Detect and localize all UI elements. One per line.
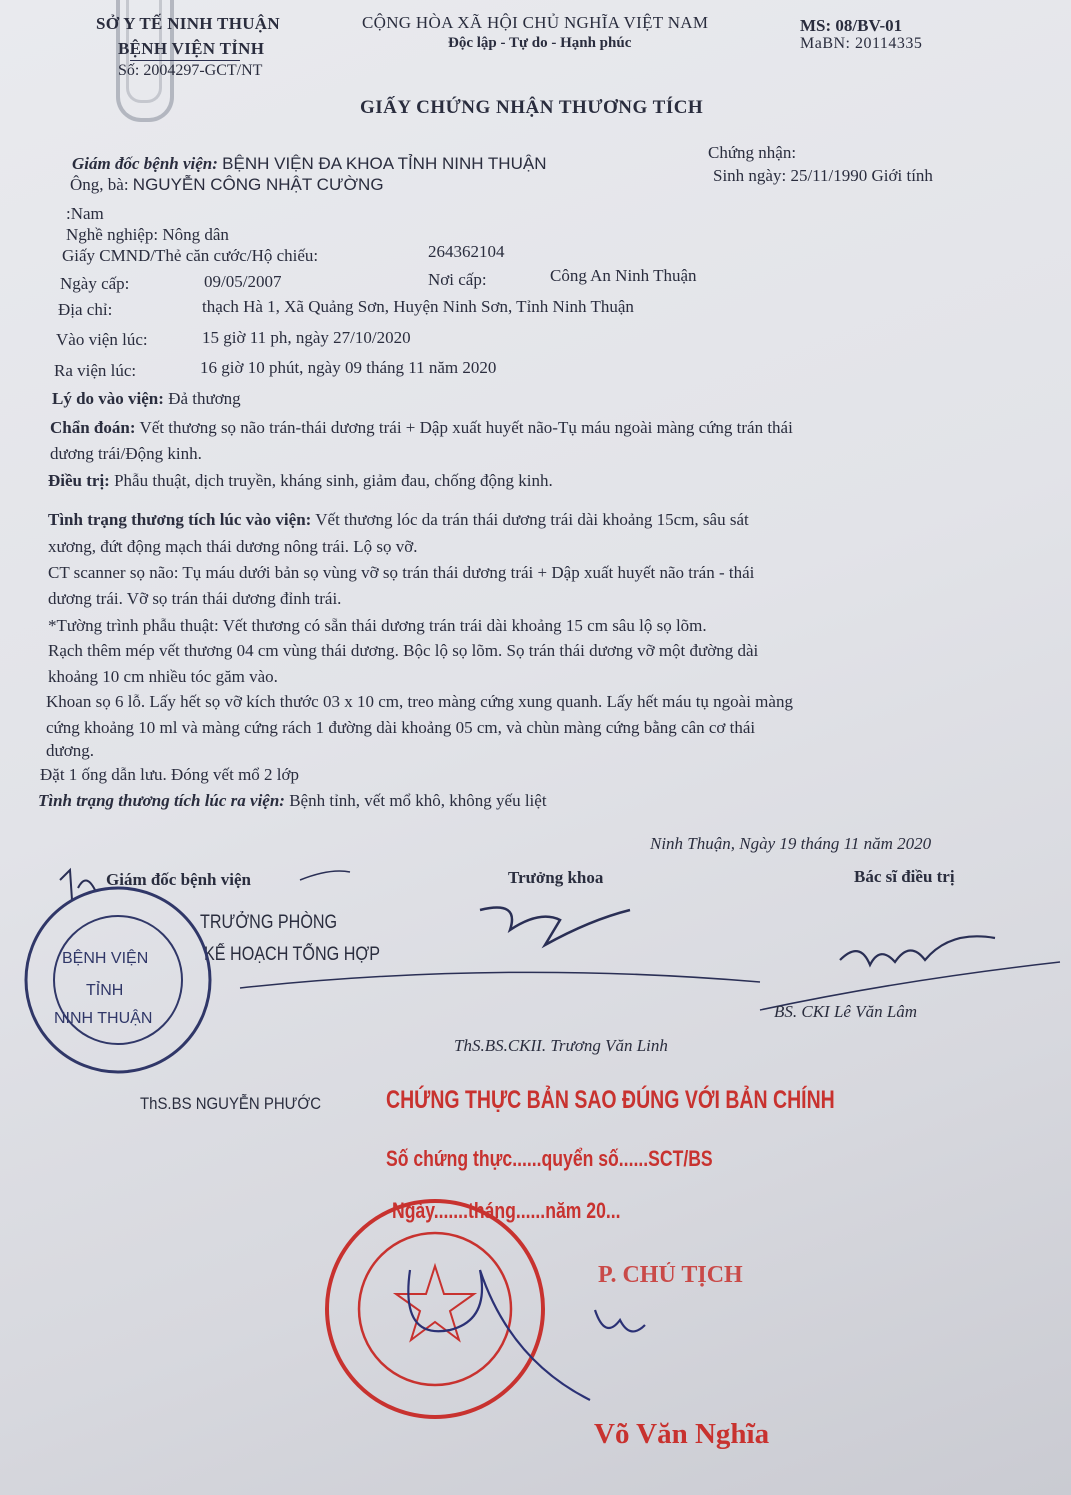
name-value: NGUYỄN CÔNG NHẬT CƯỜNG <box>132 175 384 194</box>
issue-place-label: Nơi cấp: <box>428 270 487 289</box>
diag-row <box>50 418 793 438</box>
director-label: Giám đốc bệnh viện: <box>72 154 218 173</box>
cert-signature <box>390 1250 690 1410</box>
diag-line1: Vết thương sọ não trán-thái dương trái + Dập xuất huyết não-Tụ máu ngoài màng cứng trán thái <box>139 418 793 437</box>
name-label: Ông, bà: <box>70 175 129 194</box>
inj-line2: xương, đứt động mạch thái dương nông trái. Lộ sọ vỡ. <box>48 537 418 556</box>
stamp-line-3: NINH THUẬN <box>54 1010 153 1027</box>
header-dept: SỞ Y TẾ NINH THUẬN <box>96 14 280 33</box>
surg-line7: Đặt 1 ống dẫn lưu. Đóng vết mổ 2 lớp <box>40 765 300 784</box>
director-name: ThS.BS NGUYỄN PHƯỚC <box>140 1094 322 1113</box>
header-patient-code: MaBN: 20114335 <box>800 35 923 52</box>
footer-date: Ninh Thuận, Ngày 19 tháng 11 năm 2020 <box>650 834 932 853</box>
issue-date-value: 09/05/2007 <box>204 272 282 291</box>
surg-line2: Rạch thêm mép vết thương 04 cm vùng thái dương. Bộc lộ sọ lõm. Sọ trán thái dương vỡ một đường dài <box>48 641 759 660</box>
header-hospital: BỆNH VIỆN TỈNH <box>118 39 265 58</box>
director-row <box>72 154 546 174</box>
certify-label: Chứng nhận: <box>708 143 797 162</box>
inj-label: Tình trạng thương tích lúc vào viện: <box>48 510 312 529</box>
surg-line1: *Tường trình phẫu thuật: Vết thương có sẵn thái dương trán trái dài khoảng 15 cm sâu lộ sọ lõm. <box>48 616 707 635</box>
out-label: Tình trạng thương tích lúc ra viện: <box>38 791 285 810</box>
issue-date-label: Ngày cấp: <box>60 274 130 293</box>
header-form-code: MS: 08/BV-01 <box>800 16 903 35</box>
surg-line4: Khoan sọ 6 lỗ. Lấy hết sọ vỡ kích thước 03 x 10 cm, treo màng cứng xung quanh. Lấy hết máu tụ ngoài màng <box>46 692 793 711</box>
diag-line2: dương trái/Động kinh. <box>50 444 202 463</box>
hospital-stamp-seal <box>18 880 218 1080</box>
stamp-line-2: TỈNH <box>86 982 124 999</box>
header-motto: Độc lập - Tự do - Hạnh phúc <box>448 35 632 51</box>
footer-director: Giám đốc bệnh viện <box>106 870 251 889</box>
surg-line5: cứng khoảng 10 ml và màng cứng rách 1 đường dài khoảng 05 cm, và chùn màng cứng bằng cân cơ thái <box>46 718 756 737</box>
treat-row <box>48 471 553 491</box>
diag-label: Chẩn đoán: <box>50 418 136 437</box>
header-republic: CỘNG HÒA XÃ HỘI CHỦ NGHĨA VIỆT NAM <box>362 13 709 32</box>
inj-row <box>48 510 749 530</box>
cert-number: Số chứng thực......quyển số......SCT/BS <box>386 1146 713 1171</box>
cert-date: Ngày.......tháng......năm 20... <box>392 1198 621 1223</box>
job: Nghề nghiệp: Nông dân <box>66 225 229 244</box>
room-head-1: TRƯỞNG PHÒNG <box>200 912 338 933</box>
surg-line3: khoảng 10 cm nhiều tóc găm vào. <box>48 667 278 686</box>
issue-place-value: Công An Ninh Thuận <box>550 266 697 285</box>
gender: :Nam <box>66 204 104 223</box>
admit-value: 15 giờ 11 ph, ngày 27/10/2020 <box>202 328 411 347</box>
reason-row <box>52 389 241 409</box>
id-label: Giấy CMND/Thẻ căn cước/Hộ chiếu: <box>62 246 319 265</box>
surg-line6: dương. <box>46 741 94 760</box>
admit-label: Vào viện lúc: <box>56 330 148 349</box>
footer-head-dept: Trưởng khoa <box>508 868 604 887</box>
discharge-label: Ra viện lúc: <box>54 361 137 380</box>
cert-signer: Võ Văn Nghĩa <box>594 1418 770 1450</box>
reason-value: Đả thương <box>168 389 241 408</box>
room-head-2: KẾ HOẠCH TỔNG HỢP <box>204 944 380 965</box>
header-doc-no: Số: 2004297-GCT/NT <box>118 62 263 79</box>
ct-line2: dương trái. Vỡ sọ trán thái dương đỉnh trái. <box>48 589 342 608</box>
inj-line1: Vết thương lóc da trán thái dương trái dài khoảng 15cm, sâu sát <box>315 510 749 529</box>
address-value: thạch Hà 1, Xã Quảng Sơn, Huyện Ninh Sơn, Tỉnh Ninh Thuận <box>202 297 634 316</box>
doctor-name: BS. CKI Lê Văn Lâm <box>774 1002 918 1021</box>
name-row <box>70 175 384 195</box>
id-value: 264362104 <box>428 242 505 261</box>
footer-doctor: Bác sĩ điều trị <box>854 867 955 886</box>
treat-value: Phẫu thuật, dịch truyền, kháng sinh, giảm đau, chống động kinh. <box>114 471 553 490</box>
header-underline <box>130 60 240 61</box>
reason-label: Lý do vào viện: <box>52 389 164 408</box>
discharge-value: 16 giờ 10 phút, ngày 09 tháng 11 năm 2020 <box>200 358 497 377</box>
dob: Sinh ngày: 25/11/1990 Giới tính <box>713 166 933 185</box>
director-value: BỆNH VIỆN ĐA KHOA TỈNH NINH THUẬN <box>222 154 547 173</box>
cert-position: P. CHỦ TỊCH <box>598 1262 743 1288</box>
cert-title: CHỨNG THỰC BẢN SAO ĐÚNG VỚI BẢN CHÍNH <box>386 1086 835 1114</box>
treat-label: Điều trị: <box>48 471 110 490</box>
out-row <box>38 791 547 811</box>
document-title: GIẤY CHỨNG NHẬN THƯƠNG TÍCH <box>360 97 704 118</box>
address-label: Địa chỉ: <box>58 300 113 319</box>
stamp-line-1: BỆNH VIỆN <box>62 950 149 967</box>
ct-line1: CT scanner sọ não: Tụ máu dưới bản sọ vùng vỡ sọ trán thái dương trái + Dập xuất huyết não trán - thái <box>48 563 755 582</box>
out-value: Bệnh tỉnh, vết mổ khô, không yếu liệt <box>289 791 547 810</box>
head-name: ThS.BS.CKII. Trương Văn Linh <box>454 1036 668 1055</box>
